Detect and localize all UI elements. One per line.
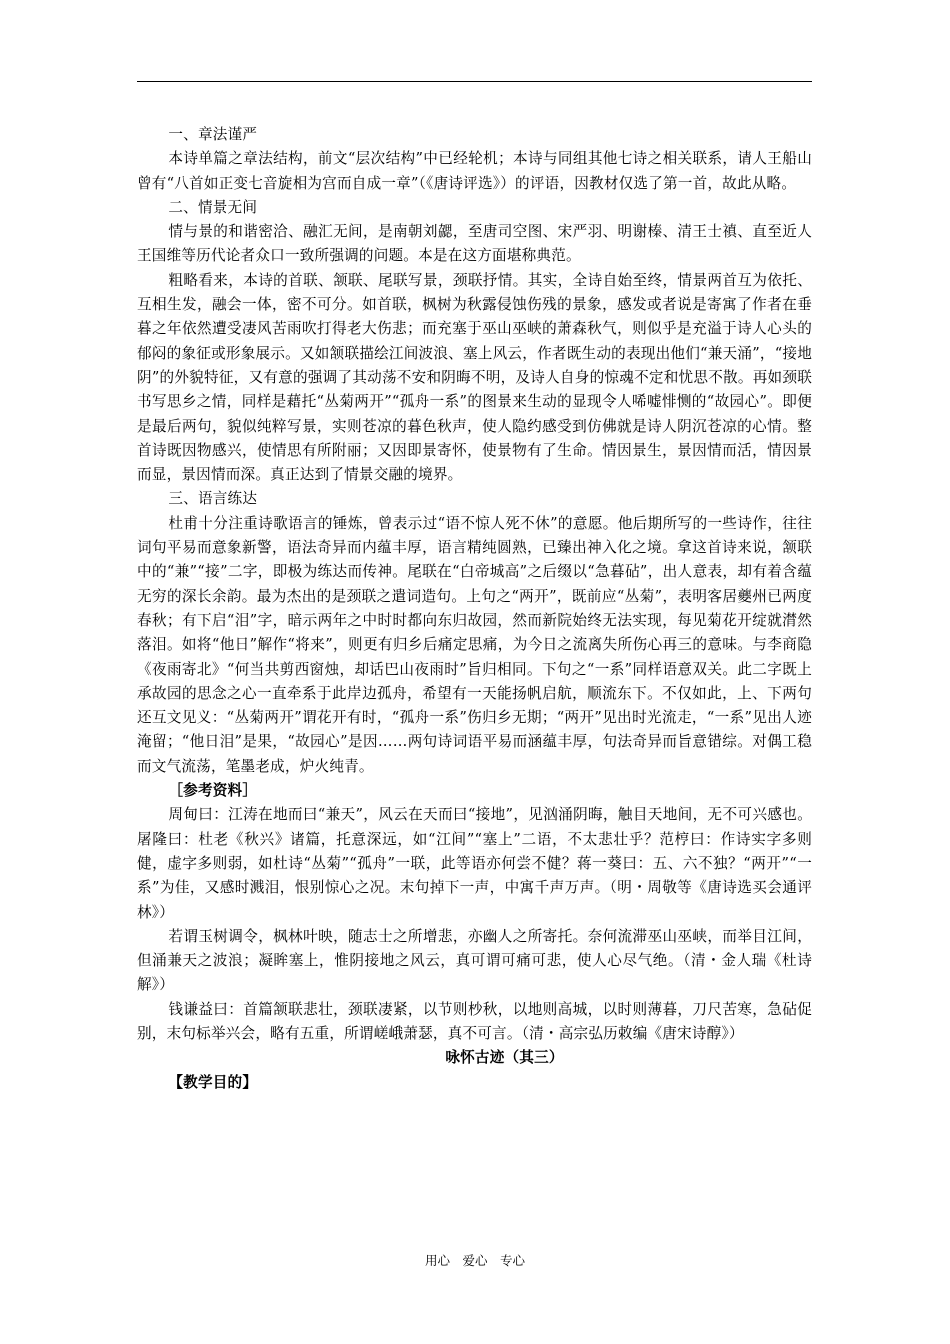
paragraph: 粗略看来，本诗的首联、颔联、尾联写景，颈联抒情。其实，全诗自始至终，情景两首互为依托、互相生发，融会一体，密不可分。如首联，枫树为秋露侵蚀伤残的景象，感发或者说是寄寓了作者在垂暮之年依然遭受凄风苦雨吹打得老大伤悲；而充塞于巫山巫峡的萧森秋气，则似乎是充溢于诗人心头的郁闷的象征或形象展示。又如颔联描绘江间波浪、塞上风云，作者既生动的表现出他们“兼天涌”，“接地阴”的外貌特征，又有意的强调了其动荡不安和阴晦不明，及诗人自身的惊魂不定和忧思不散。再如颈联书写思乡之情，同样是藉托“丛菊两开”“孤舟一系”的图景来生动的显现令人唏嘘悱恻的“故园心”。即便是最后两句，貌似纯粹写景，实则苍凉的暮色秋声，使人隐约感受到仿佛就是诗人阴沉苍凉的心情。整首诗既因物感兴，使情思有所附丽；又因即景寄怀，使景物有了生命。情因景生，景因情而活，情因景而显，景因情而深。真正达到了情景交融的境界。	[137, 271, 812, 484]
paragraph: 杜甫十分注重诗歌语言的锤炼，曾表示过“语不惊人死不休”的意愿。他后期所写的一些诗作，往往词句平易而意象新警，语法奇异而内蕴丰厚，语言精纯圆熟，已臻出神入化之境。拿这首诗来说，颔联中的“兼”“接”二字，即极为练达而传神。尾联在“白帝城高”之后缀以“急暮砧”，出人意表，却有着含蕴无穷的深长余韵。最为杰出的是颈联之遣词造句。上句之“两开”，既前应“丛菊”，表明客居夔州已两度春秋；有下启“泪”字，暗示两年之中时时都向东归故园，然而新院始终无法实现，每见菊花开绽就潸然落泪。如将“他日”解作“将来”，则更有归乡后痛定思痛，为今日之流离失所伤心再三的意味。与李商隐《夜雨寄北》“何当共剪西窗烛，却话巴山夜雨时”旨归相同。下句之“一系”同样语意双关。此二字既上承故园的思念之心一直牵系于此岸边孤舟，希望有一天能扬帆启航，顺流东下。不仅如此，上、下两句还互文见义：“丛菊两开”谓花开有时，“孤舟一系”伤归乡无期；“两开”见出时光流走，“一系”见出人迹淹留；“他日泪”是果，“故园心”是因……两句诗词语平易而涵蕴丰厚，句法奇异而旨意错综。对偶工稳而文气流荡，笔墨老成，炉火纯青。	[137, 514, 812, 775]
reference-paragraph: 周甸曰：江涛在地而曰“兼天”，风云在天而曰“接地”，见汹涌阴晦，触目天地间，无不可兴感也。屠隆曰：杜老《秋兴》诸篇，托意深远，如“江间”“塞上”二语，不太悲壮乎？范梈曰：作诗实字多则健，虚字多则弱，如杜诗“丛菊”“孤舟”一联，此等语亦何尝不健？蒋一葵曰：五、六不独？“两开”“一系”为佳，又感时溅泪，恨别惊心之况。末句掉下一声，中寓千声万声。（明・周敬等《唐诗选买会通评林》）	[137, 806, 812, 921]
objective-heading: 【教学目的】	[168, 1073, 258, 1091]
reference-heading: ［参考资料］	[168, 782, 258, 800]
header-rule	[137, 81, 812, 82]
reference-paragraph: 若谓玉树调令，枫林叶映，随志士之所增悲，亦幽人之所寄托。奈何流滞巫山巫峡，而举目江间，但涌兼天之波浪；凝眸塞上，惟阴接地之风云，真可谓可痛可悲，使人心尽气绝。（清・金人瑞《杜诗解》）	[137, 927, 812, 994]
section-heading-3: 三、语言练达	[168, 490, 258, 508]
paragraph: 情与景的和谐密洽、融汇无间，是南朝刘勰，至唐司空图、宋严羽、明谢榛、清王士禛、直至近人王国维等历代论者众口一致所强调的问题。本是在这方面堪称典范。	[137, 223, 812, 265]
section-heading-1: 一、章法谨严	[168, 126, 258, 143]
section-heading-2: 二、情景无间	[168, 198, 258, 216]
reference-paragraph: 钱谦益曰：首篇颔联悲壮，颈联凄紧，以节则杪秋，以地则高城，以时则薄暮，刀尺苦寒，急砧促别，末句标举兴会，略有五重，所谓嵯峨萧瑟，真不可言。（清・高宗弘历敕编《唐宋诗醇》）	[137, 1000, 812, 1042]
paragraph: 本诗单篇之章法结构，前文“层次结构”中已经轮机；本诗与同组其他七诗之相关联系，请人王船山曾有“八首如正变七音旋相为宫而自成一章”（《唐诗评选》）的评语，因教材仅选了第一首，故此从略。	[137, 150, 812, 192]
page-footer: 用心 爱心 专心	[424, 1253, 525, 1268]
next-poem-title: 咏怀古迹（其三）	[445, 1049, 564, 1067]
article-body	[137, 123, 812, 1095]
